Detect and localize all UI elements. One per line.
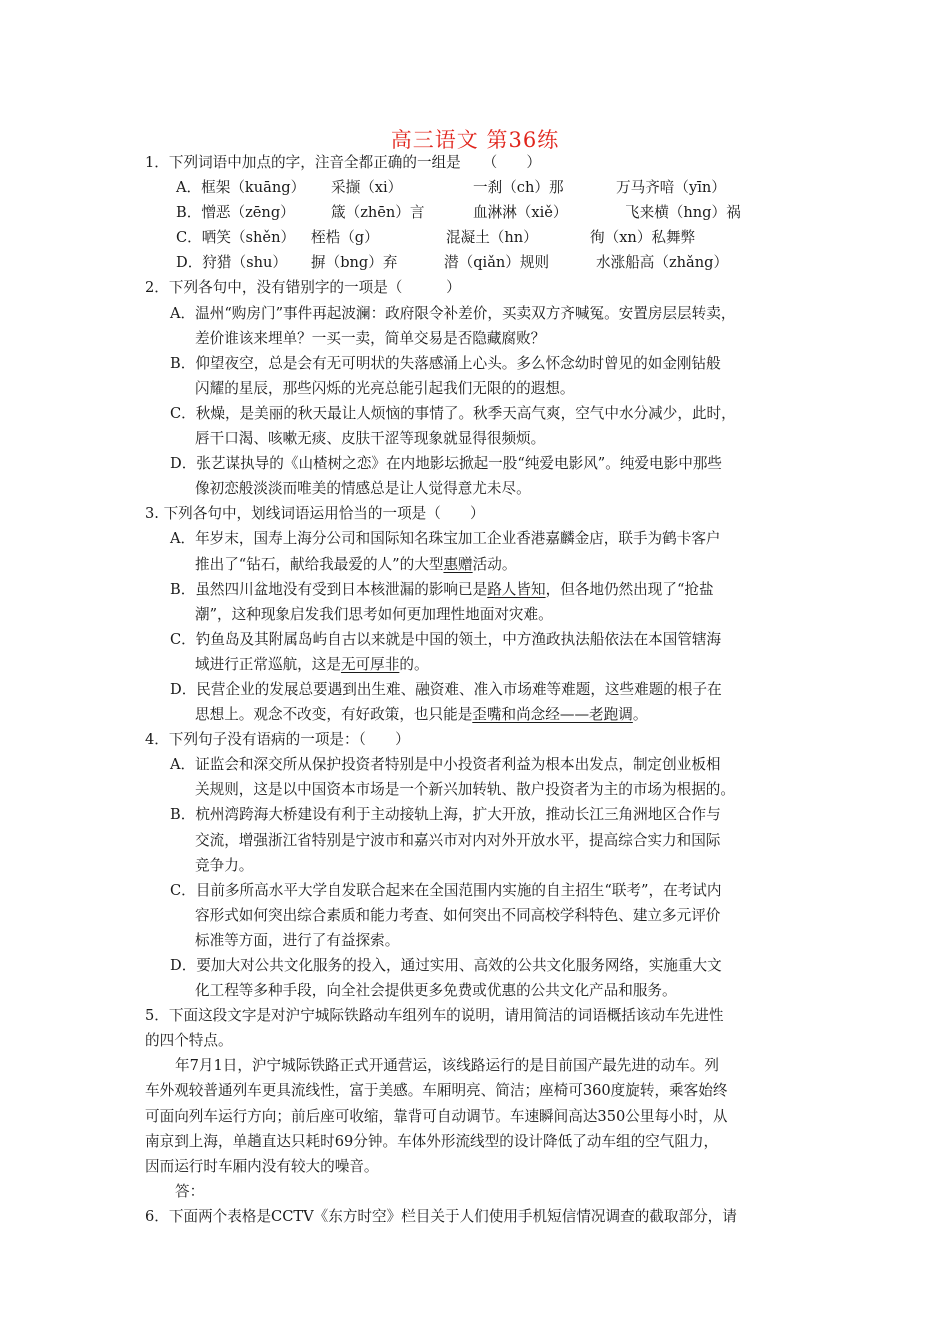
question-4-option-c: C．目前多所高水平大学自发联合起来在全国范围内实施的自主招生“联考”，在考试内 — [170, 881, 722, 899]
underlined-phrase: 惠赠 — [443, 555, 473, 573]
option-cell: 一刹（ch）那 — [473, 179, 564, 197]
option-cell: 摒（bng）弃 — [311, 254, 398, 272]
question-5-passage: 年7月1日，沪宁城际铁路正式开通营运，该线路运行的是目前国产最先进的动车。列 — [175, 1057, 719, 1075]
question-6-stem: 6．下面两个表格是CCTV《东方时空》栏目关于人们使用手机短信情况调查的截取部分，请 — [145, 1207, 737, 1225]
answer-label: 答： — [175, 1182, 205, 1200]
text-run: 活动。 — [472, 555, 517, 573]
question-2-option-a-cont: 差价谁该来埋单？一买一卖，简单交易是否隐藏腐败？ — [195, 329, 546, 347]
question-2-option-c-cont: 唇干口渴、咳嗽无痰、皮肤干涩等现象就显得很频烦。 — [195, 430, 546, 448]
option-cell: A．框架（kuāng） — [176, 179, 306, 197]
question-1-stem: 1．下列词语中加点的字，注音全都正确的一组是 （ ） — [145, 154, 542, 171]
underlined-phrase: 歪嘴和尚念经——老跑调 — [472, 706, 633, 724]
question-2-option-a: A．温州“购房门”事件再起波澜：政府限令补差价，买卖双方齐喊冤。安置房层层转卖， — [170, 304, 736, 322]
question-3-option-a: A．年岁末，国寿上海分公司和国际知名珠宝加工企业香港嘉麟金店，联手为鹤卡客户 — [170, 530, 721, 548]
question-5-passage: 车外观较普通列车更具流线性，富于美感。车厢明亮、简洁；座椅可360度旋转，乘客始终 — [145, 1082, 728, 1100]
option-cell: 潜（qiǎn）规则 — [444, 254, 550, 272]
question-4-option-d: D．要加大对公共文化服务的投入，通过实用、高效的公共文化服务网络，实施重大文 — [170, 957, 722, 974]
option-cell: C．哂笑（shěn） — [176, 229, 296, 247]
question-5-passage: 因而运行时车厢内没有较大的噪音。 — [145, 1157, 379, 1175]
question-3-option-c-cont — [145, 652, 813, 677]
option-cell: 箴（zhēn）言 — [331, 204, 425, 222]
text-run: ，但各地仍然出现了“抢盐 — [545, 580, 714, 598]
question-3-option-d: D．民营企业的发展总要遇到出生难、融资难、准入市场难等难题，这些难题的根子在 — [170, 680, 722, 698]
exercise-body — [145, 150, 813, 1229]
underlined-phrase: 无可厚非 — [340, 655, 400, 673]
option-cell: D．狩猎（shu） — [176, 254, 287, 272]
question-3-option-b — [145, 577, 813, 602]
question-5-stem-cont: 的四个特点。 — [145, 1032, 233, 1050]
option-cell: B．憎恶（zēng） — [176, 204, 295, 222]
question-4-option-b-cont: 竞争力。 — [195, 856, 254, 874]
question-4-option-a-cont: 关规则，这是以中国资本市场是一个新兴加转轨、散户投资者为主的市场为根据的。 — [195, 781, 735, 799]
question-1-option-c — [145, 225, 813, 250]
question-5-stem: 5．下面这段文字是对沪宁城际铁路动车组列车的说明，请用简洁的词语概括该动车先进性 — [145, 1007, 724, 1025]
underlined-phrase: 路人皆知 — [487, 580, 546, 598]
question-4-option-a: A．证监会和深交所从保护投资者特别是中小投资者利益为根本出发点，制定创业板相 — [170, 756, 721, 774]
option-cell: 万马齐喑（yīn） — [616, 179, 726, 197]
text-run: 推出了“钻石，献给我最爱的人”的大型 — [195, 555, 444, 573]
option-cell: 徇（xn）私舞弊 — [590, 229, 696, 247]
text-run: 。 — [632, 706, 648, 724]
option-cell: 飞来横（hng）祸 — [625, 204, 741, 222]
page-title: 高三语文 第36练 — [390, 128, 560, 152]
question-3-option-d-cont — [145, 702, 813, 727]
option-cell: 采撷（xi） — [331, 179, 403, 197]
question-2-option-c: C．秋燥，是美丽的秋天最让人烦恼的事情了。秋季天高气爽，空气中水分减少，此时， — [170, 404, 736, 422]
question-2-option-d: D．张艺谋执导的《山楂树之恋》在内地影坛掀起一股“纯爱电影风”。纯爱电影中那些 — [170, 455, 723, 473]
question-4-option-d-cont: 化工程等多种手段，向全社会提供更多免费或优惠的公共文化产品和服务。 — [195, 982, 677, 1000]
question-1-option-b — [145, 200, 813, 225]
text-run: 域进行正常巡航，这是 — [195, 655, 341, 673]
option-cell: 混凝土（hn） — [446, 229, 538, 247]
option-cell: 桎梏（g） — [311, 229, 379, 247]
question-4-option-c-cont: 容形式如何突出综合素质和能力考查、如何突出不同高校学科特色、建立多元评价 — [195, 906, 721, 924]
question-2-option-b: B．仰望夜空，总是会有无可明状的失落感涌上心头。多么怀念幼时曾见的如金刚钻般 — [170, 354, 721, 372]
question-2-option-b-cont: 闪耀的星辰，那些闪烁的光亮总能引起我们无限的的遐想。 — [195, 379, 575, 397]
text-run: B．虽然四川盆地没有受到日本核泄漏的影响已是 — [170, 580, 488, 598]
question-5-passage: 可面向列车运行方向；前后座可收缩，靠背可自动调节。车速瞬间高达350公里每小时，从 — [145, 1107, 728, 1125]
question-1-option-d — [145, 250, 813, 275]
question-2-stem: 2．下列各句中，没有错别字的一项是（ ） — [145, 279, 461, 297]
text-run: 思想上。观念不改变，有好政策，也只能是 — [195, 706, 473, 724]
option-cell: 水涨船高（zhǎng） — [596, 254, 729, 272]
question-4-stem: 4．下列句子没有语病的一项是：（ ） — [145, 731, 410, 749]
question-1-option-a — [145, 175, 813, 200]
question-3-stem: 3. 下列各句中，划线词语运用恰当的一项是（ ） — [145, 505, 485, 523]
question-5-passage: 南京到上海，单趟直达只耗时69分钟。车体外形流线型的设计降低了动车组的空气阻力， — [145, 1132, 719, 1150]
text-run: 的。 — [399, 655, 429, 673]
question-4-option-b-cont: 交流，增强浙江省特别是宁波市和嘉兴市对内对外开放水平，提高综合实力和国际 — [195, 831, 721, 849]
question-4-option-c-cont: 标准等方面，进行了有益探索。 — [195, 931, 400, 949]
question-3-option-b-cont: 潮”，这种现象启发我们思考如何更加理性地面对灾难。 — [195, 605, 553, 623]
question-4-option-b: B．杭州湾跨海大桥建设有利于主动接轨上海，扩大开放，推动长江三角洲地区合作与 — [170, 806, 721, 824]
question-2-option-d-cont: 像初恋般淡淡而唯美的情感总是让人觉得意尤未尽。 — [195, 480, 531, 498]
option-cell: 血淋淋（xiě） — [473, 204, 568, 222]
question-3-option-a-cont — [145, 552, 813, 577]
question-3-option-c: C．钓鱼岛及其附属岛屿自古以来就是中国的领土，中方渔政执法船依法在本国管辖海 — [170, 630, 722, 648]
